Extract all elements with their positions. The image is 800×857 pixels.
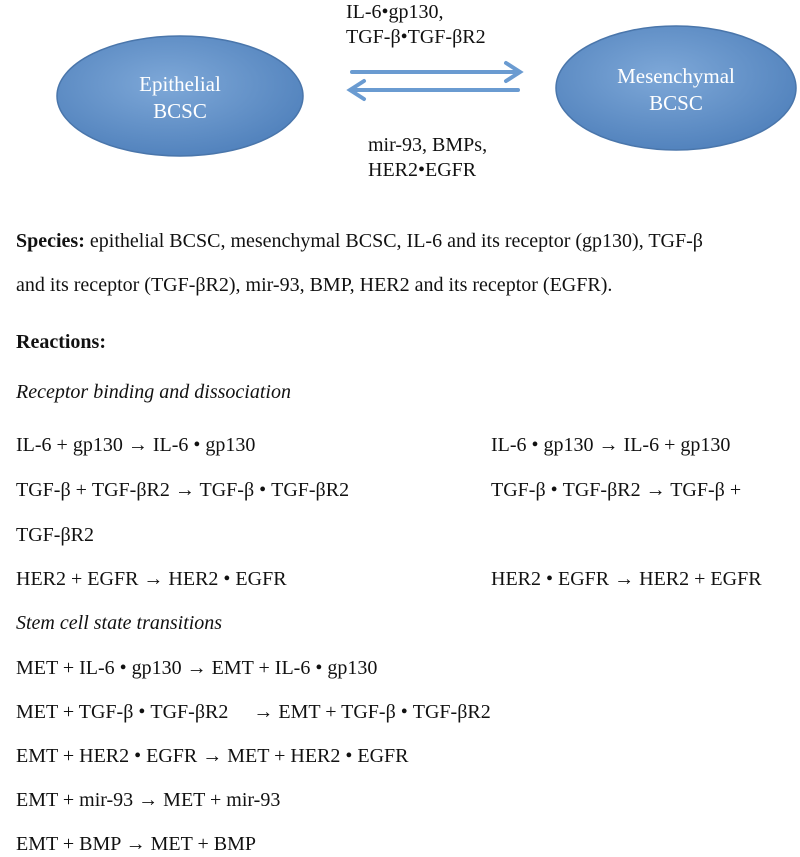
forward-arrow [352, 63, 520, 81]
transition-row-2: MET + TGF-β • TGF-βR2 → EMT + TGF-β • TGF-βR2 [16, 701, 491, 723]
epithelial-label-line-1: Epithelial [139, 72, 221, 96]
mesenchymal-label-line-1: Mesenchymal [617, 64, 735, 88]
transition-row-5: EMT + BMP → MET + BMP [16, 833, 257, 855]
backward-arrow [350, 81, 518, 99]
transitions-section-title: Stem cell state transitions [16, 612, 223, 634]
transition-row-4: EMT + mir-93 → MET + mir-93 [16, 789, 281, 811]
binding-row-1-left: IL-6 + gp130 → IL-6 • gp130 [16, 434, 256, 456]
mesenchymal-node-label [586, 63, 766, 117]
binding-row-2-left: TGF-β + TGF-βR2 → TGF-β • TGF-βR2 [16, 479, 350, 501]
transition-row-1: MET + IL-6 • gp130 → EMT + IL-6 • gp130 [16, 657, 378, 679]
species-label: Species: [16, 230, 85, 252]
forward-edge-label [346, 0, 486, 50]
forward-edge-line-2: TGF-β•TGF-βR2 [346, 26, 486, 48]
transition-row-3: EMT + HER2 • EGFR → MET + HER2 • EGFR [16, 745, 409, 767]
binding-row-2-right: TGF-β • TGF-βR2 → TGF-β + [491, 479, 742, 501]
state-transition-diagram [0, 0, 800, 200]
backward-edge-line-2: HER2•EGFR [368, 159, 477, 181]
species-line-1 [16, 228, 703, 254]
mesenchymal-label-line-2: BCSC [649, 91, 703, 115]
species-text-1: epithelial BCSC, mesenchymal BCSC, IL-6 and its receptor (gp130), TGF-β [89, 230, 703, 252]
binding-row-3-left: TGF-βR2 [16, 524, 94, 546]
binding-row-4-right: HER2 • EGFR → HER2 + EGFR [491, 568, 762, 590]
reactions-heading: Reactions: [16, 331, 106, 353]
species-line-2: and its receptor (TGF-βR2), mir-93, BMP, HER2 and its receptor (EGFR). [16, 274, 613, 296]
binding-section-title: Receptor binding and dissociation [16, 381, 291, 403]
binding-row-4-left: HER2 + EGFR → HER2 • EGFR [16, 568, 287, 590]
backward-edge-line-1: mir-93, BMPs, [368, 134, 488, 156]
forward-edge-line-1: IL-6•gp130, [346, 1, 444, 23]
epithelial-label-line-2: BCSC [153, 99, 207, 123]
binding-row-1-right: IL-6 • gp130 → IL-6 + gp130 [491, 434, 731, 456]
epithelial-node-label [90, 71, 270, 125]
backward-edge-label [368, 133, 487, 183]
